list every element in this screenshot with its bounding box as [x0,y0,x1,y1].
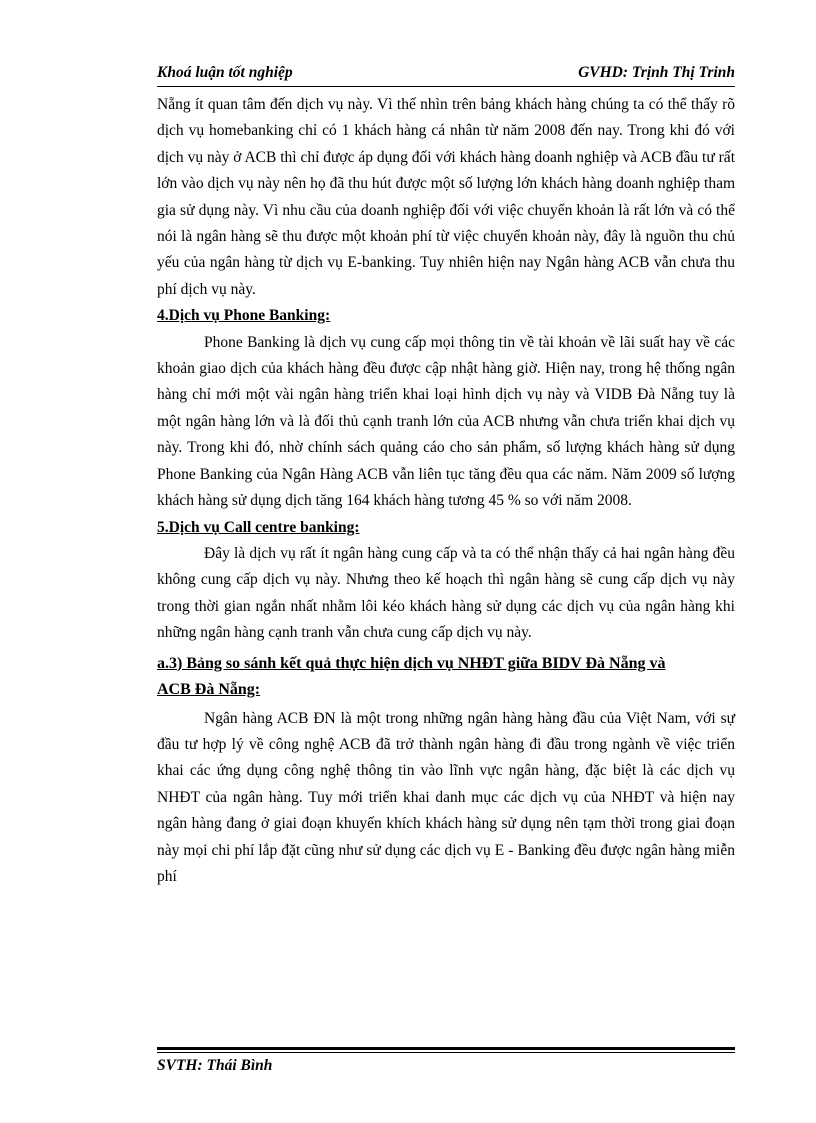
paragraph-homebanking: Nẵng ít quan tâm đến dịch vụ này. Vì thế nhìn trên bảng khách hàng chúng ta có thể thấy rõ dịch vụ homebanking chỉ có 1 khách hàng cá nhân từ năm 2008 đến nay. Trong khi đó với dịch vụ này ở ACB thì chỉ được áp dụng đối với khách hàng doanh nghiệp và ACB đầu tư rất lớn vào dịch vụ này nên họ đã thu hút được một số lượng lớn khách hàng doanh nghiệp tham gia sử dụng này. Vì nhu cầu của doanh nghiệp đối với việc chuyển khoản là rất lớn và có thể nói là ngân hàng sẽ thu được một khoản phí từ việc chuyển khoản này, đây là nguồn thu chủ yếu của ngân hàng từ dịch vụ E-banking. Tuy nhiên hiện nay Ngân hàng ACB vẫn chưa thu phí dịch vụ này. [157,96,735,298]
section-heading-call-centre: 5.Dịch vụ Call centre banking: [157,518,360,536]
comparison-heading-line1: a.3) Bảng so sánh kết quả thực hiện dịch vụ NHĐT giữa BIDV Đà Nẵng và [157,654,666,672]
document-body [157,92,735,890]
section-heading-phone-banking: 4.Dịch vụ Phone Banking: [157,307,331,325]
header-rule [157,86,735,87]
comparison-heading-line2: ACB Đà Nẵng: [157,681,261,699]
paragraph-phone-banking: Phone Banking là dịch vụ cung cấp mọi thông tin về tài khoản về lãi suất hay về các khoản giao dịch của khách hàng đều được cập nhật hàng giờ. Hiện nay, trong hệ thống ngân hàng chỉ mới một vài ngân hàng triển khai loại hình dịch vụ này và VIDB Đà Nẵng tuy là một ngân hàng lớn và là đối thủ cạnh tranh lớn của ACB nhưng vẫn chưa triển khai dịch vụ này. Trong khi đó, nhờ chính sách quảng cáo cho sản phẩm, số lượng khách hàng sử dụng Phone Banking của Ngân Hàng ACB vẫn liên tục tăng đều qua các năm. Năm 2009 số lượng khách hàng sử dụng dịch tăng 164 khách hàng tương 45 % so với năm 2008. [157,333,735,510]
header-advisor: GVHD: Trịnh Thị Trinh [578,64,735,81]
paragraph-acb-overview: Ngân hàng ACB ĐN là một trong những ngân hàng hàng đầu của Việt Nam, với sự đầu tư hợp lý về công nghệ ACB đã trở thành ngân hàng đi đầu trong ngành về việc triển khai các ứng dụng công nghệ thông tin vào lĩnh vực ngân hàng, đặc biệt là các dịch vụ NHĐT của ngân hàng. Tuy mới triển khai danh mục các dịch vụ của NHĐT và hiện nay ngân hàng đang ở giai đoạn khuyến khích khách hàng sử dụng nên tạm thời trong giai đoạn này mọi chi phí lắp đặt cũng như sử dụng các dịch vụ E - Banking đều được ngân hàng miễn phí [157,709,735,885]
footer-rule-thin [157,1052,735,1053]
section-heading-comparison [157,651,735,704]
header-title: Khoá luận tốt nghiệp [157,64,293,81]
footer-rule-thick [157,1047,735,1050]
page-footer: SVTH: Thái Bình [157,1057,273,1074]
paragraph-call-centre: Đây là dịch vụ rất ít ngân hàng cung cấp và ta có thể nhận thấy cả hai ngân hàng đều không cung cấp dịch vụ này. Nhưng theo kế hoạch thì ngân hàng sẽ cung cấp dịch vụ này trong thời gian ngắn nhất nhằm lôi kéo khách hàng sử dụng các dịch vụ của ngân hàng khi những ngân hàng cạnh tranh vẫn chưa cung cấp dịch vụ này. [157,544,735,642]
page-header [157,64,735,84]
